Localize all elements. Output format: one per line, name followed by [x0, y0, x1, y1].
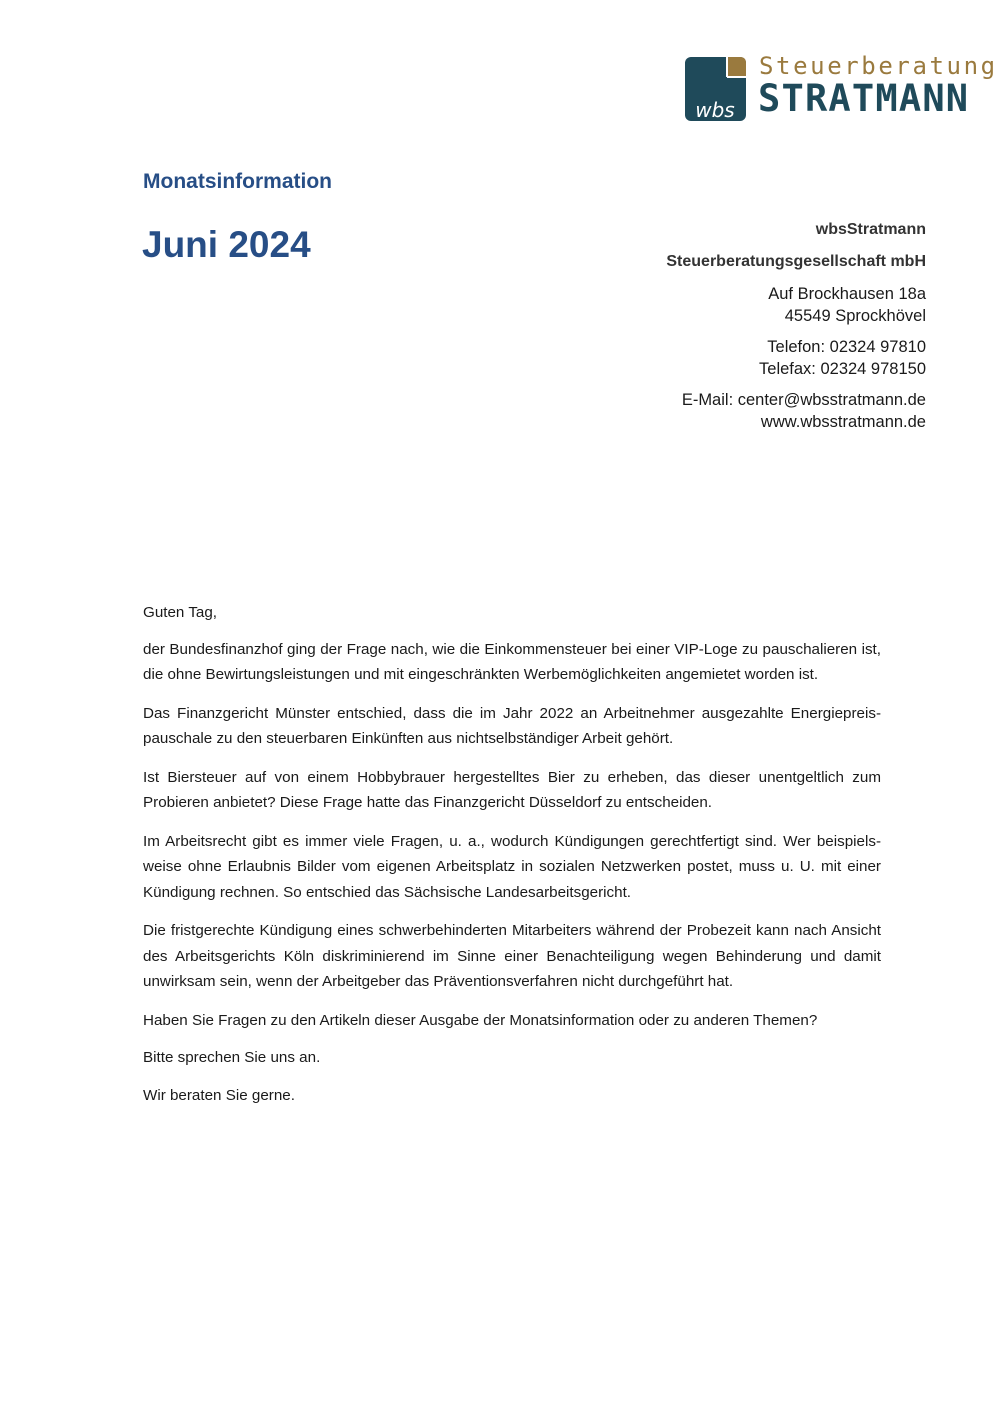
website-url: www.wbsstratmann.de — [760, 413, 926, 431]
letter-body — [143, 600, 881, 1120]
firm-type: Steuerberatungsgesellschaft mbH — [666, 253, 926, 270]
wbs-logo-mark — [685, 57, 746, 121]
address-city: 45549 Sprockhövel — [784, 307, 926, 325]
fax-number: Telefax: 02324 978150 — [759, 360, 926, 378]
address-street: Auf Brockhausen 18a — [768, 285, 926, 303]
logo-mark-text: wbs — [695, 98, 735, 121]
logo-line-steuerberatung: Steuerberatung — [759, 52, 998, 80]
paragraph-biersteuer: Ist Biersteuer auf von einem Hobbybrauer hergestelltes Bier zu erheben, das dieser unentgeltlich zum Probieren anbietet? Diese Frage hatte das Finanzgericht Düsseldorf zu entscheiden. — [143, 768, 881, 811]
paragraph-kuendigung-bilder: Im Arbeitsrecht gibt es immer viele Fragen, u. a., wodurch Kündigungen gerechtfertigt sind. Wer beispielsweise ohne Erlaubnis Bilder vom eigenen Arbeitsplatz in sozialen Netzwerken postet, muss u. U. mit einer Kündigung rechnen. So entschied das Sächsische Landesarbeitsgericht. — [143, 832, 881, 901]
company-logo — [685, 52, 998, 125]
document-kicker: Monatsinformation — [143, 170, 332, 193]
sender-address-block — [506, 219, 926, 433]
paragraph-kuendigung-schwerbehindert: Die fristgerechte Kündigung eines schwerbehinderten Mitarbeiters während der Probezeit kann nach Ansicht des Arbeitsgerichts Köln diskriminierend im Sinne einer Benachteiligung wegen Behinderung und damit unwirksam sein, wenn der Arbeitgeber das Präventionsverfahren nicht durchgeführt hat. — [143, 922, 881, 990]
logo-line-stratmann: STRATMANN — [758, 77, 970, 120]
email-address: E-Mail: center@wbsstratmann.de — [681, 391, 926, 409]
greeting: Guten Tag, — [143, 604, 218, 621]
paragraph-vip-loge: der Bundesfinanzhof ging der Frage nach, wie die Einkommensteuer bei einer VIP-Loge zu pauschalieren ist, die ohne Bewirtungsleistungen und mit eingeschränkten Werbemöglichkeiten angemietet worden ist. — [143, 640, 881, 683]
closing-line: Wir beraten Sie gerne. — [143, 1086, 295, 1104]
document-month-title: Juni 2024 — [142, 224, 311, 265]
phone-number: Telefon: 02324 97810 — [767, 338, 926, 356]
firm-name: wbsStratmann — [815, 221, 926, 238]
contact-request: Bitte sprechen Sie uns an. — [143, 1049, 321, 1066]
question-line: Haben Sie Fragen zu den Artikeln dieser Ausgabe der Monatsinformation oder zu anderen Themen? — [143, 1011, 818, 1029]
paragraph-energiepreispauschale: Das Finanzgericht Münster entschied, dass die im Jahr 2022 an Arbeitnehmer ausgezahlte Energiepreispauschale zu den steuerbaren Einkünften aus nichtselbständiger Arbeit gehört. — [143, 704, 881, 747]
